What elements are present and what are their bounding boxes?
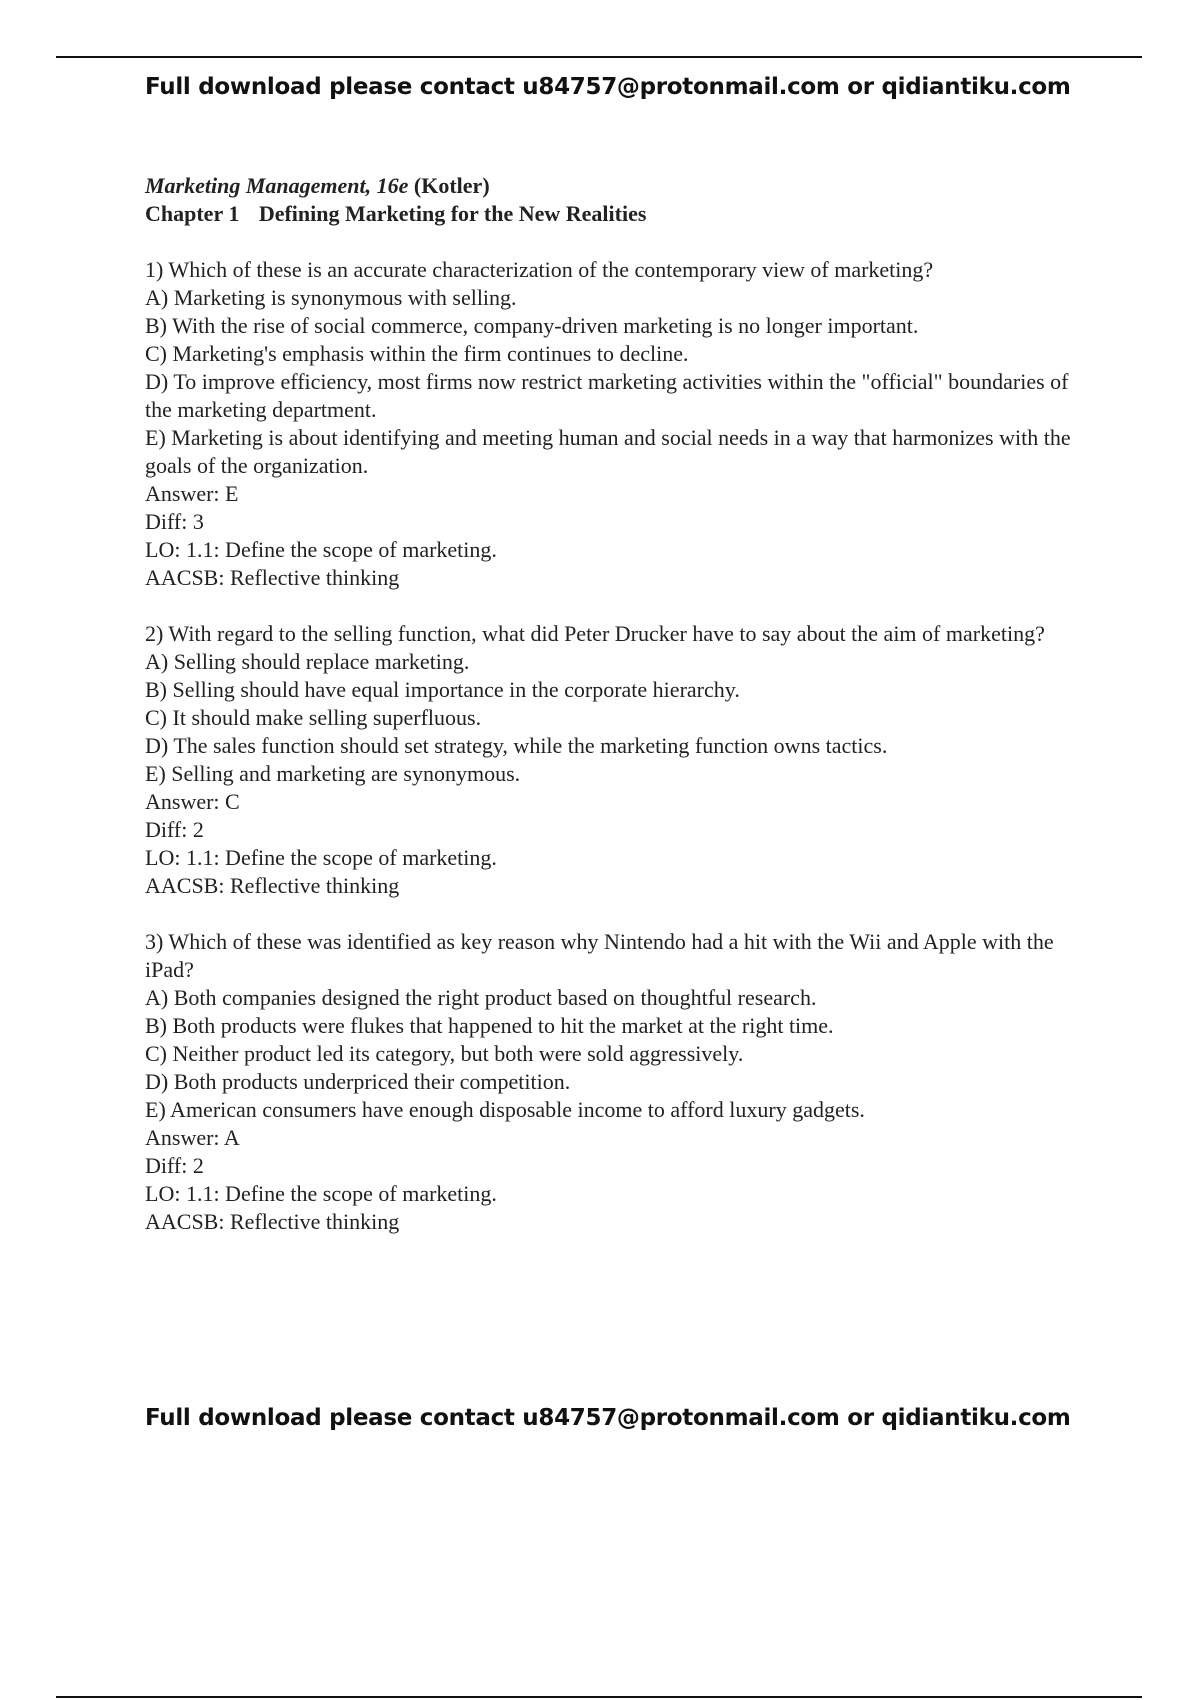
book-title: Marketing Management, 16e: [145, 173, 409, 198]
book-title-line: [145, 172, 1085, 200]
top-download-banner: Full download please contact u84757@protonmail.com or qidiantiku.com: [145, 74, 1071, 100]
question-2: [145, 620, 1085, 900]
aacsb-tag: AACSB: Reflective thinking: [145, 1209, 400, 1234]
chapter-title: Defining Marketing for the New Realities: [258, 201, 647, 226]
learning-objective: LO: 1.1: Define the scope of marketing.: [145, 1181, 497, 1206]
difficulty: Diff: 3: [145, 509, 204, 534]
answer-option: D) To improve efficiency, most firms now restrict marketing activities within the "official" boundaries of the marketing department.: [145, 369, 1069, 422]
chapter-heading: [145, 200, 1085, 228]
answer-option: C) It should make selling superfluous.: [145, 705, 482, 730]
document-body: [145, 172, 1085, 1236]
answer-option: B) Both products were flukes that happened to hit the market at the right time.: [145, 1013, 834, 1038]
top-horizontal-rule: [56, 56, 1142, 58]
answer-option: C) Neither product led its category, but both were sold aggressively.: [145, 1041, 744, 1066]
answer-option: D) Both products underpriced their competition.: [145, 1069, 571, 1094]
answer-option: A) Selling should replace marketing.: [145, 649, 470, 674]
bottom-horizontal-rule: [56, 1696, 1142, 1698]
answer-option: E) Selling and marketing are synonymous.: [145, 761, 521, 786]
book-author: (Kotler): [413, 173, 490, 198]
question-stem: 3) Which of these was identified as key reason why Nintendo had a hit with the Wii and Apple with the iPad?: [145, 929, 1054, 982]
answer-option: E) American consumers have enough disposable income to afford luxury gadgets.: [145, 1097, 865, 1122]
question-stem: 2) With regard to the selling function, what did Peter Drucker have to say about the aim of marketing?: [145, 621, 1045, 646]
answer-option: A) Marketing is synonymous with selling.: [145, 285, 517, 310]
answer-option: B) Selling should have equal importance in the corporate hierarchy.: [145, 677, 740, 702]
learning-objective: LO: 1.1: Define the scope of marketing.: [145, 845, 497, 870]
aacsb-tag: AACSB: Reflective thinking: [145, 565, 400, 590]
chapter-number: Chapter 1: [145, 201, 240, 226]
aacsb-tag: AACSB: Reflective thinking: [145, 873, 400, 898]
learning-objective: LO: 1.1: Define the scope of marketing.: [145, 537, 497, 562]
question-1: [145, 256, 1085, 592]
answer-key: Answer: C: [145, 789, 240, 814]
answer-option: D) The sales function should set strategy, while the marketing function owns tactics.: [145, 733, 888, 758]
difficulty: Diff: 2: [145, 817, 204, 842]
question-3: [145, 928, 1085, 1236]
answer-option: E) Marketing is about identifying and meeting human and social needs in a way that harmonizes with the goals of the organization.: [145, 425, 1071, 478]
answer-option: C) Marketing's emphasis within the firm continues to decline.: [145, 341, 689, 366]
question-stem: 1) Which of these is an accurate characterization of the contemporary view of marketing?: [145, 257, 934, 282]
answer-key: Answer: A: [145, 1125, 240, 1150]
answer-option: B) With the rise of social commerce, company-driven marketing is no longer important.: [145, 313, 919, 338]
answer-key: Answer: E: [145, 481, 239, 506]
answer-option: A) Both companies designed the right product based on thoughtful research.: [145, 985, 817, 1010]
difficulty: Diff: 2: [145, 1153, 204, 1178]
bottom-download-banner: Full download please contact u84757@protonmail.com or qidiantiku.com: [145, 1405, 1071, 1431]
